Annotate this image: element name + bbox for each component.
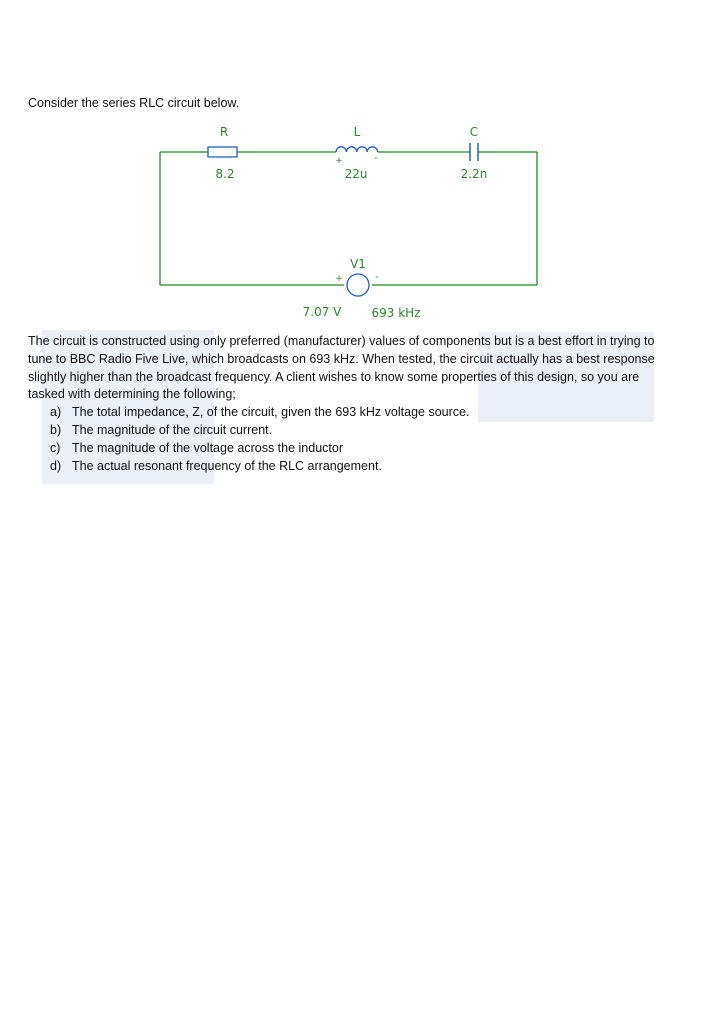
resistor-value-label: 8.2 bbox=[215, 167, 235, 181]
inductor-minus-sign: - bbox=[374, 153, 378, 164]
question-item bbox=[50, 404, 678, 422]
resistor-name-label: R bbox=[219, 125, 229, 139]
source-plus-sign: + bbox=[335, 274, 343, 284]
problem-paragraph: The circuit is constructed using only preferred (manufacturer) values of components but is a best effort in trying to tune to BBC Radio Five Live, which broadcasts on 693 kHz. When tested, the circuit actually has a best response slightly higher than the broadcast frequency. A client wishes to know some properties of this design, so you are tasked with determining the following; bbox=[28, 334, 655, 402]
question-text: The magnitude of the circuit current. bbox=[72, 422, 273, 437]
question-item bbox=[50, 440, 678, 458]
intro-text: Consider the series RLC circuit below. bbox=[28, 96, 240, 110]
question-text: The magnitude of the voltage across the inductor bbox=[72, 440, 343, 455]
question-item bbox=[50, 422, 678, 440]
source-frequency-label: 693 kHz bbox=[371, 306, 421, 320]
source-minus-sign: - bbox=[375, 272, 379, 283]
question-item bbox=[50, 458, 678, 476]
question-text: The total impedance, Z, of the circuit, given the 693 kHz voltage source. bbox=[72, 405, 470, 420]
capacitor-name-label: C bbox=[469, 125, 479, 139]
question-label: a) bbox=[50, 405, 62, 420]
question-label: c) bbox=[50, 440, 61, 455]
inductor-plus-sign: + bbox=[335, 156, 343, 166]
question-list bbox=[28, 404, 678, 475]
capacitor-symbol bbox=[470, 143, 478, 161]
rlc-circuit-diagram bbox=[0, 0, 724, 330]
inductor-name-label: L bbox=[353, 125, 361, 139]
inductor-value-label: 22u bbox=[344, 167, 368, 181]
source-name-label: V1 bbox=[350, 257, 366, 271]
question-text: The actual resonant frequency of the RLC arrangement. bbox=[72, 458, 382, 473]
inductor-symbol bbox=[336, 147, 378, 152]
question-label: b) bbox=[50, 422, 62, 437]
question-label: d) bbox=[50, 458, 62, 473]
resistor-symbol bbox=[208, 147, 237, 157]
capacitor-value-label: 2.2n bbox=[460, 167, 488, 181]
problem-statement bbox=[28, 333, 678, 475]
voltage-source-symbol bbox=[347, 274, 369, 296]
source-voltage-label: 7.07 V bbox=[302, 305, 342, 319]
